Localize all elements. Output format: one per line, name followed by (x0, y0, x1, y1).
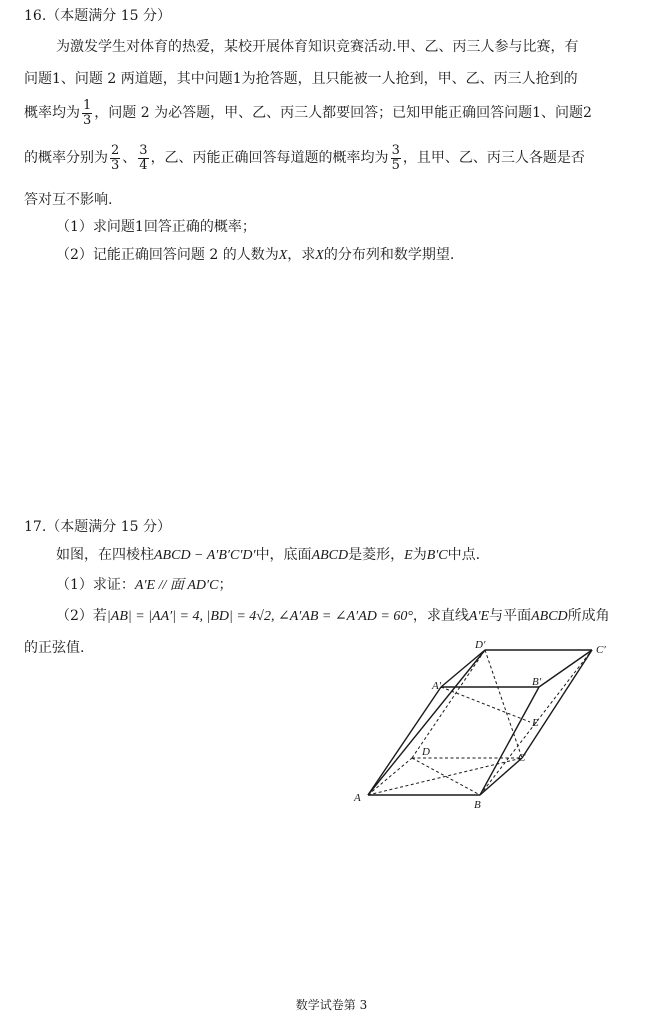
q17-subq-2-cont: 的正弦值. (24, 640, 85, 656)
q17-para-line-1: 如图，在四棱柱ABCD − A′B′C′D′中，底面ABCD是菱形，E为B′C中点. (56, 547, 481, 563)
q16-para-line-1: 为激发学生对体育的热爱，某校开展体育知识竞赛活动.甲、乙、丙三人参与比赛，有 (56, 39, 579, 55)
q16-para-line-5: 答对互不影响. (24, 192, 113, 208)
q17-header: 17.（本题满分 15 分） (24, 519, 171, 535)
vertex-label-b: B (474, 799, 481, 810)
vertex-label-d1: D′ (475, 639, 486, 651)
fraction-one-third: $\frac{1}{3}$ (83, 97, 92, 128)
fraction-two-thirds: $\frac{2}{3}$ (111, 142, 120, 173)
vertex-label-d: D (422, 746, 430, 758)
q16-para-line-3: 概率均为 $\frac{1}{3}$ ，问题 2 为必答题，甲、乙、丙三人都要回答；已知甲能正确回答问题1、问题2 (24, 97, 592, 128)
q16-para-line-4: 的概率分别为 $\frac{2}{3}$ 、 $\frac{3}{4}$ ，乙、丙能正确回答每道题的概率均为 $\frac{3}{5}$ ，且甲、乙、丙三人各题是否 (24, 142, 585, 173)
vertex-label-c: C (518, 752, 526, 764)
point-label-e: E (532, 717, 539, 729)
vertex-label-a: A (354, 792, 361, 804)
q16-subq-1: （1）求问题1回答正确的概率； (56, 219, 256, 235)
q16-para-line-2: 问题1、问题 2 两道题，其中问题1为抢答题，且只能被一人抢到，甲、乙、丙三人抢到的 (24, 71, 578, 87)
q16-header: 16.（本题满分 15 分） (24, 8, 171, 24)
fraction-three-quarters: $\frac{3}{4}$ (139, 142, 148, 173)
fraction-three-fifths: $\frac{3}{5}$ (391, 142, 400, 173)
q16-subq-2: （2）记能正确回答问题 2 的人数为X，求X的分布列和数学期望. (56, 247, 455, 263)
prism-figure (340, 630, 640, 810)
vertex-label-a1: A′ (432, 680, 442, 692)
q17-subq-2: （2）若|AB| = |AA′| = 4, |BD| = 4√2, ∠A′AB = ∠A′AD = 60°，求直线A′E与平面ABCD所成角 (56, 608, 610, 624)
page-footer: 数学试卷第 3 (295, 998, 368, 1012)
q17-subq-1: （1）求证：A′E // 面 AD′C； (56, 577, 233, 593)
vertex-label-c1: C′ (596, 644, 606, 656)
vertex-label-b1: B′ (532, 676, 542, 688)
